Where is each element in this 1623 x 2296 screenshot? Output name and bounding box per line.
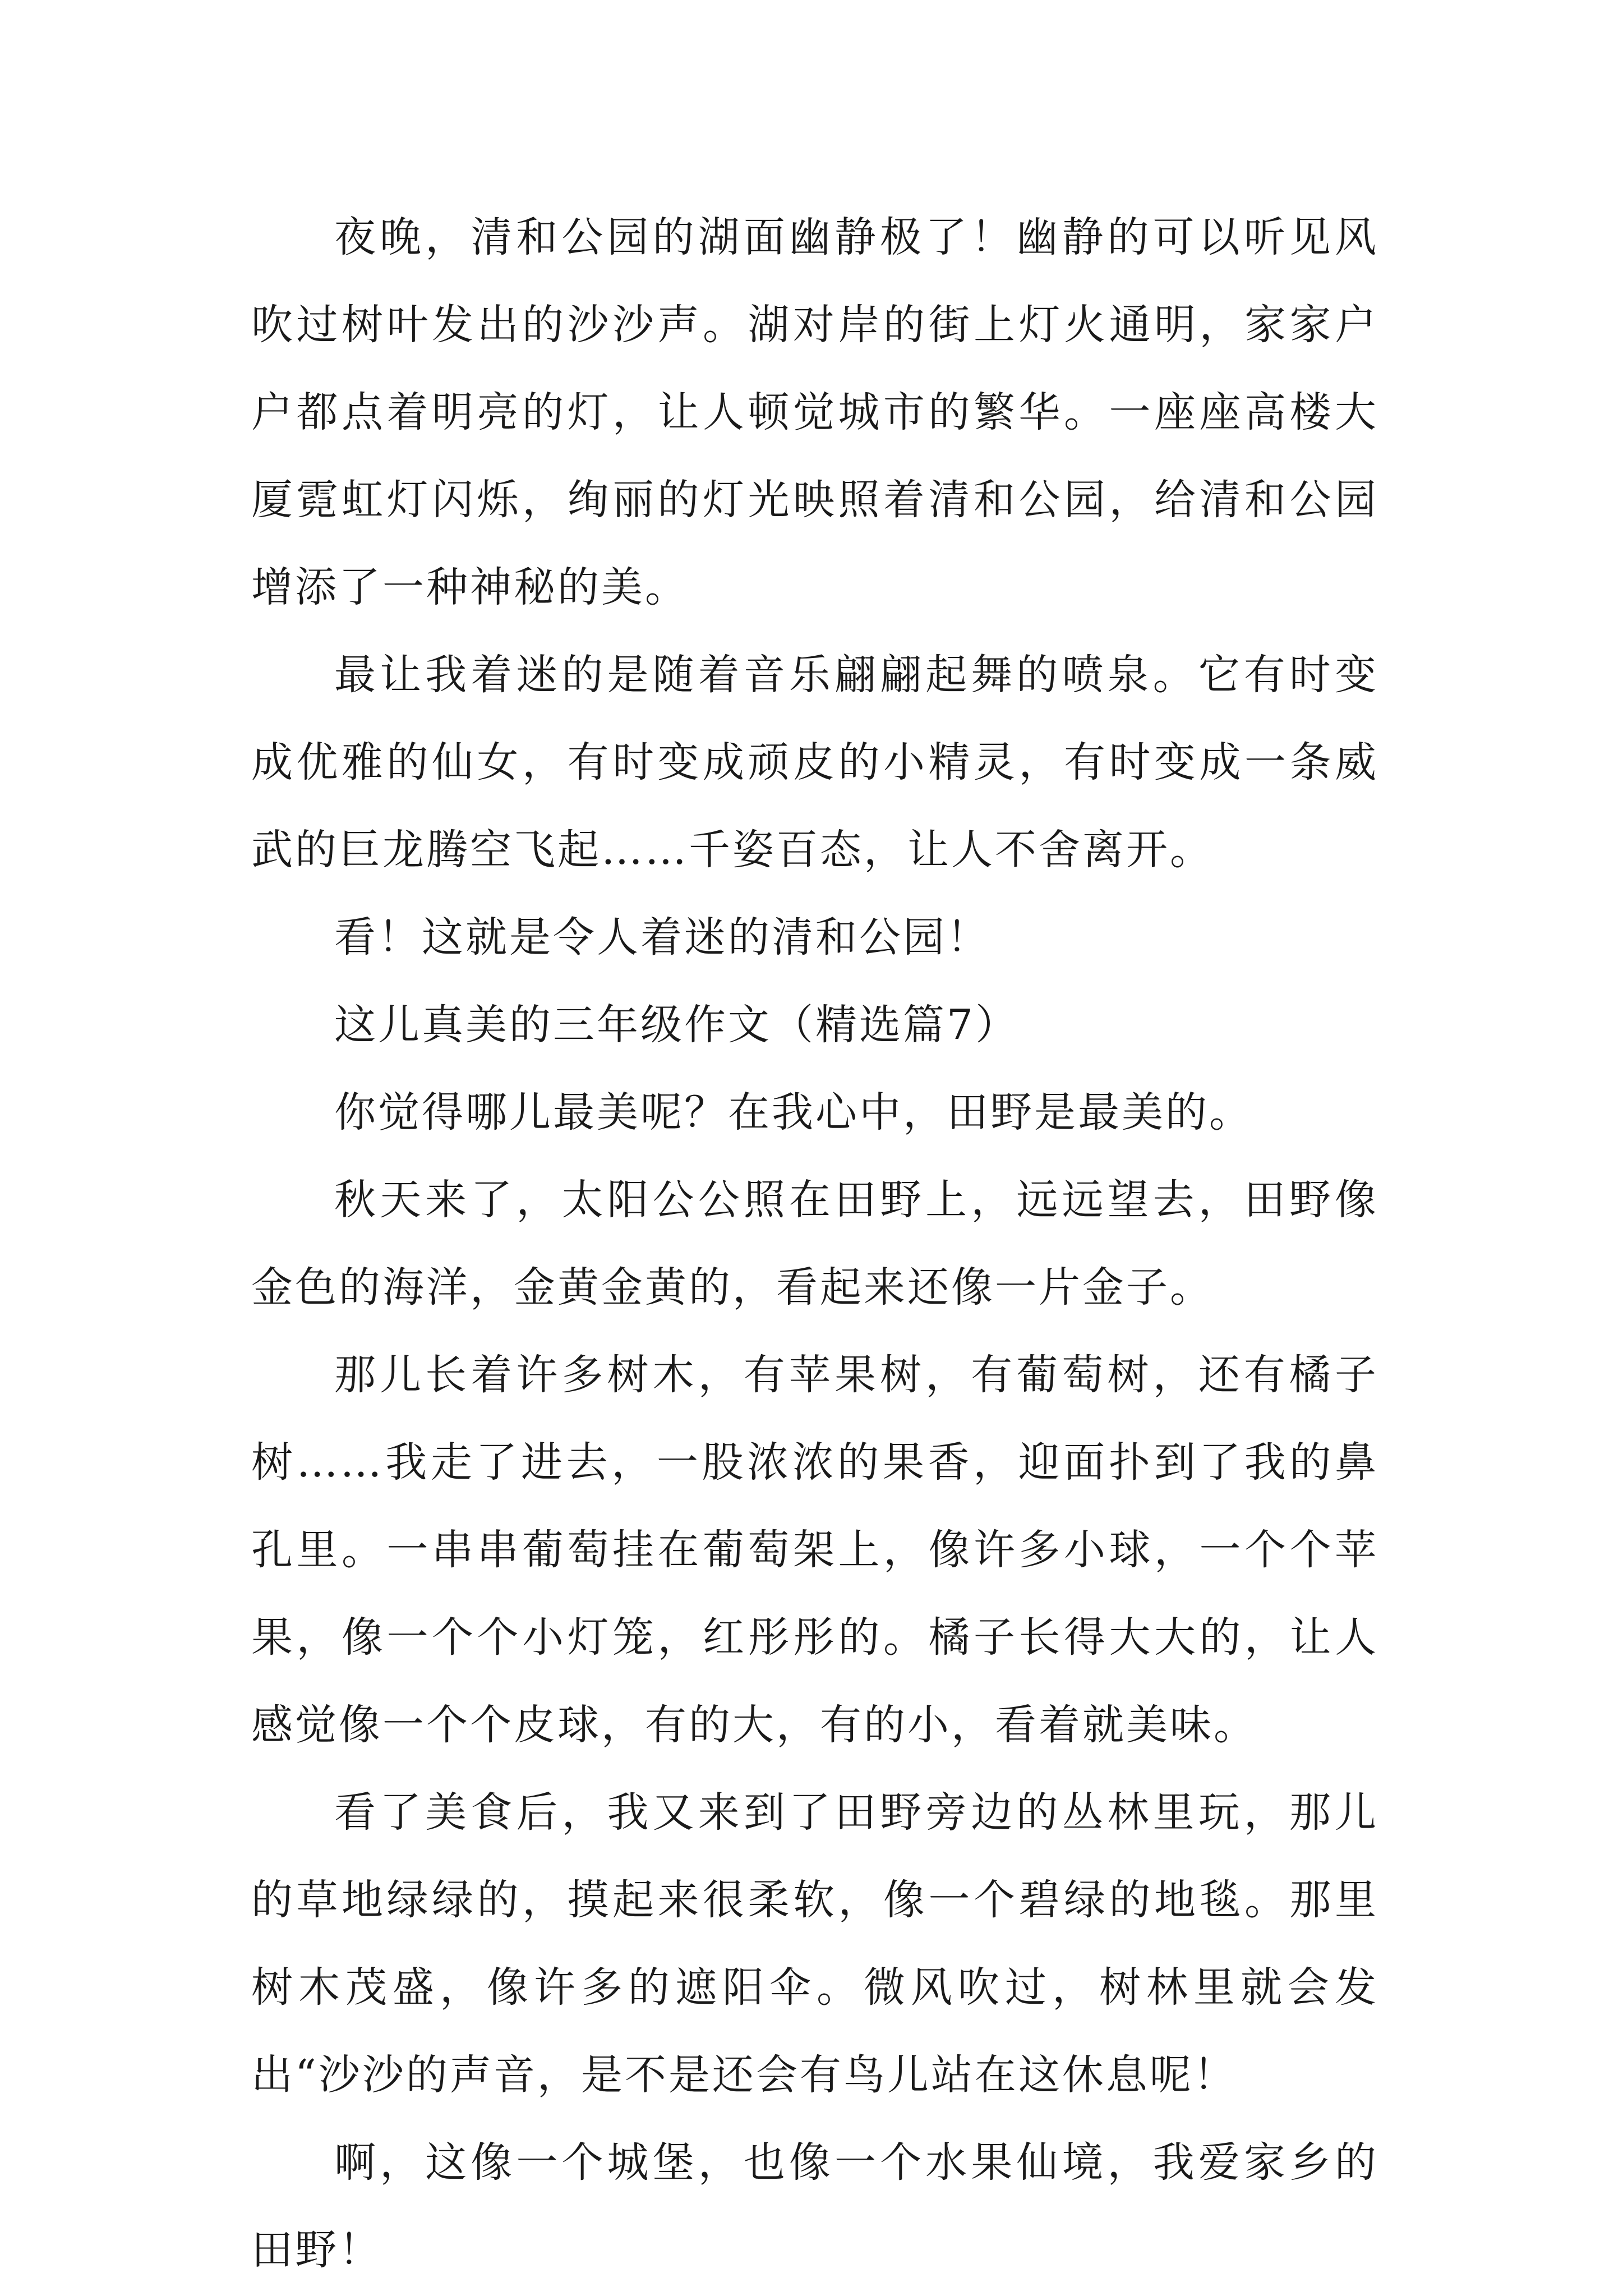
document-page	[251, 194, 1378, 2294]
paragraph-fountain: 最让我着迷的是随着音乐翩翩起舞的喷泉。它有时变成优雅的仙女，有时变成顽皮的小精灵，有时变成一条威武的巨龙腾空飞起……千姿百态，让人不舍离开。	[251, 651, 1378, 874]
paragraph-autumn-field: 秋天来了，太阳公公照在田野上，远远望去，田野像金色的海洋，金黄金黄的，看起来还像一片金子。	[251, 1176, 1378, 1312]
paragraph-park-closing: 看！这就是令人着迷的清和公园！	[334, 913, 990, 961]
essay-heading: 这儿真美的三年级作文（精选篇7）	[334, 1001, 1020, 1049]
paragraph-grove: 看了美食后，我又来到了田野旁边的丛林里玩，那儿的草地绿绿的，摸起来很柔软，像一个碧绿的地毯。那里树木茂盛，像许多的遮阳伞。微风吹过，树林里就会发出“沙沙的声音，是不是还会有鸟儿站在这休息呢！	[251, 1788, 1378, 2099]
paragraph-conclusion: 啊，这像一个城堡，也像一个水果仙境，我爱家乡的田野！	[251, 2138, 1378, 2274]
paragraph-intro-question: 你觉得哪儿最美呢？在我心中，田野是最美的。	[334, 1088, 1253, 1137]
paragraph-fruit-trees: 那儿长着许多树木，有苹果树，有葡萄树，还有橘子树……我走了进去，一股浓浓的果香，迎面扑到了我的鼻孔里。一串串葡萄挂在葡萄架上，像许多小球，一个个苹果，像一个个小灯笼，红彤彤的。橘子长得大大的，让人感觉像一个个皮球，有的大，有的小，看着就美味。	[251, 1351, 1378, 1749]
paragraph-night-park: 夜晚，清和公园的湖面幽静极了！幽静的可以听见风吹过树叶发出的沙沙声。湖对岸的街上灯火通明，家家户户都点着明亮的灯，让人顿觉城市的繁华。一座座高楼大厦霓虹灯闪烁，绚丽的灯光映照着清和公园，给清和公园增添了一种神秘的美。	[251, 213, 1378, 611]
